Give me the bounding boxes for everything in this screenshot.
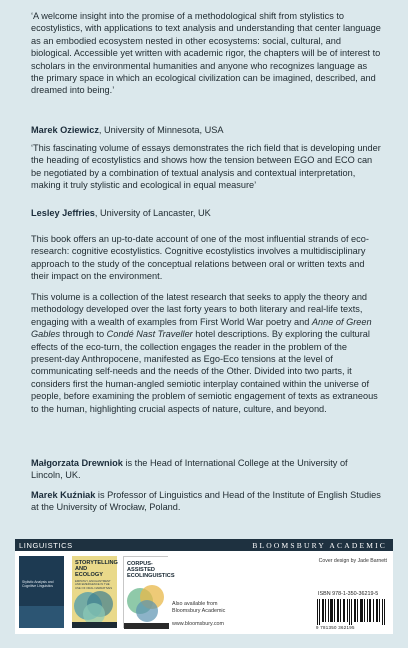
magazine-title-italic: Condé Nast Traveller [106,329,193,340]
editor-name: Małgorzata Drewniok [31,458,123,468]
description-text: hotel descriptions. By exploring the cultural effects of the eco-turn, the collection engages the reader in the problem of the present-day Anthropocene, manifested as Ego-Eco tensions at the level of communicating self-needs and the needs of the Other. Divided into two parts, it considers first the human-angled semiotic interplay contained within the universe of people, before examining the problem of semiotic engagement of texts as extraneous to the human, highlighting crucial aspects of nature, culture, and beyond. [31,329,378,414]
also-available-line: Bloomsbury Academic [172,608,226,614]
related-book-title: STORYTELLING AND ECOLOGY [75,560,118,578]
endorser-affiliation: , University of Minnesota, USA [98,125,224,135]
subject-category: LINGUISTICS [19,541,73,550]
related-book-cover-2 [72,556,117,628]
description-text: through to [60,329,107,340]
barcode-digits: 9 781350 362195 [316,625,355,630]
cover-design-credit: Cover design by Jade Barnett [318,558,387,564]
endorsement-quote-1: ‘A welcome insight into the promise of a methodological shift from stylistics to ecostylistics, with applications to text analysis and understanding that center language as an embodied ecosystem nested in other ecosystems: social, cultural, and biological. Accessible yet written with academic rigor, the chapters will be of interest to scholars in the environmental humanities and anyone who recognizes language as the primary space in which an ecological civilization can be imagined, described, and dreamed into being.’ [31,11,381,96]
publisher-website: www.bloomsbury.com [172,621,225,627]
isbn-label: ISBN 978-1-350-36219-5 [318,591,379,597]
related-book-title: CORPUS-ASSISTED ECOLINGUISTICS [127,561,175,579]
endorsement-attribution-1 [31,124,381,136]
description-text: This volume is a collection of the latest research that seeks to apply the theory and methodology developed over the last forty years to both literary and real-life texts, engaging with a wealth of examples from First World War poetry and [31,292,368,327]
description-paragraph-1: This book offers an up-to-date account of one of the most influential strands of eco-research: cognitive ecostylistics. Cognitive ecostylistics involves a multidisciplinary approach to the study of the conceptual relations between oral or written texts and their impact on the environment. [31,234,369,282]
endorser-name: Marek Oziewicz [31,125,99,135]
also-available-line: Also available from [172,601,218,607]
publisher-logo: BLOOMSBURY ACADEMIC [252,541,387,550]
endorsement-attribution-2 [31,207,381,219]
related-book-subtitle: EMPATHY, ENCHANTMENT AND EMERGENCE IN THE USE OF ORAL NARRATIVES [75,579,113,590]
editor-bio-text: is the Head of International College at the University of Lincoln, UK. [31,458,348,481]
book-cover-art-icon [19,556,64,628]
book-title-italic: Anne of Green Gables [31,316,372,340]
band-header [15,539,393,551]
related-book-cover-3 [123,556,175,628]
barcode-icon [316,599,386,625]
endorser-affiliation: , University of Lancaster, UK [94,208,211,218]
also-available-text [172,601,225,615]
editor-name: Marek Kuźniak [31,490,96,500]
publisher-band [15,539,393,634]
editor-bio-1 [31,457,381,482]
endorsement-quote-2: ‘This fascinating volume of essays demonstrates the rich field that is developing under the heading of ecostylistics and shows how the tension between EGO and ECO can be negotiated by a combination of textual analysis and contextual interpretation, making it truly stylistic and ecological in equal measure’ [31,143,381,191]
editor-bio-text: is Professor of Linguistics and Head of the Institute of English Studies at the University of Wrocław, Poland. [31,490,381,513]
related-book-cover-1 [19,556,64,628]
editor-bio-2 [31,489,381,514]
endorser-name: Lesley Jeffries [31,208,95,218]
related-book-title: Stylistic Analysis and Cognitive Linguistics [22,580,54,588]
description-paragraph-2 [31,291,381,415]
